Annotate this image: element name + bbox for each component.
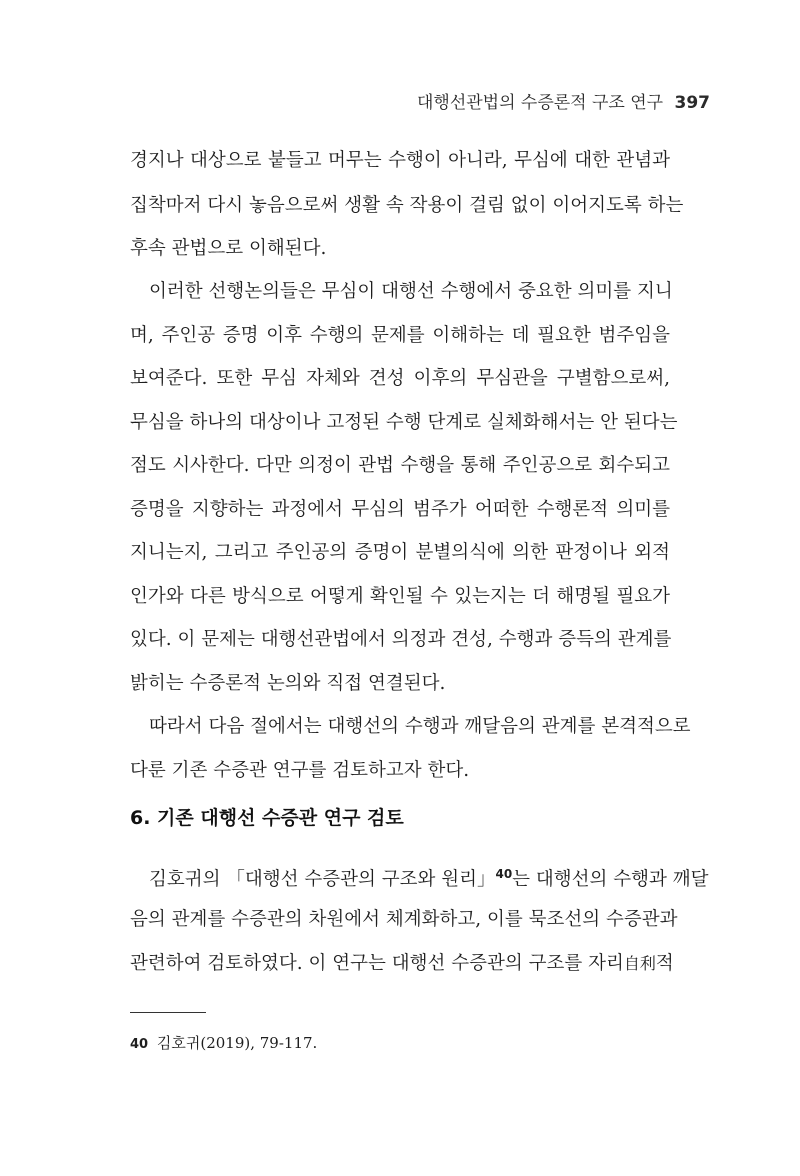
hanja-annotation: 自利 (623, 954, 656, 973)
section-body-line: 음의 관계를 수증관의 차원에서 체계화하고, 이를 묵조선의 수증관과 (130, 909, 678, 930)
section-heading: 6. 기존 대행선 수증관 연구 검토 (130, 807, 404, 829)
body-line: 무심을 하나의 대상이나 고정된 수행 단계로 실체화해서는 안 된다는 (130, 412, 678, 433)
section-body-line (149, 867, 709, 890)
body-line: 점도 시사한다. 다만 의정이 관법 수행을 통해 주인공으로 회수되고 (130, 455, 670, 476)
body-line: 집착마저 다시 놓음으로써 생활 속 작용이 걸림 없이 이어지도록 하는 (130, 195, 684, 216)
footnote-text: 김호귀(2019), 79-117. (156, 1034, 318, 1052)
body-line: 있다. 이 문제는 대행선관법에서 의정과 견성, 수행과 증득의 관계를 (130, 629, 672, 650)
body-line: 지니는지, 그리고 주인공의 증명이 분별의식에 의한 판정이나 외적 (130, 542, 670, 563)
body-line: 따라서 다음 절에서는 대행선의 수행과 깨달음의 관계를 본격적으로 (149, 716, 691, 737)
text-run: 김호귀의 「대행선 수증관의 구조와 원리」 (149, 869, 496, 890)
body-line: 밝히는 수증론적 논의와 직접 연결된다. (130, 673, 446, 694)
section-body-line (130, 953, 674, 974)
body-line: 인가와 다른 방식으로 어떻게 확인될 수 있는지는 더 해명될 필요가 (130, 586, 670, 607)
footnote-number: 40 (130, 1037, 149, 1052)
page-number: 397 (674, 93, 710, 113)
body-line: 증명을 지향하는 과정에서 무심의 범주가 어떠한 수행론적 의미를 (130, 499, 670, 520)
text-run: 적 (655, 953, 674, 974)
body-line: 보여준다. 또한 무심 자체와 견성 이후의 무심관을 구별함으로써, (130, 368, 670, 389)
footnote-reference[interactable]: 40 (495, 867, 513, 881)
body-line: 경지나 대상으로 붙들고 머무는 수행이 아니라, 무심에 대한 관념과 (130, 150, 670, 171)
footnote-divider (130, 1012, 206, 1013)
body-line: 다룬 기존 수증관 연구를 검토하고자 한다. (130, 760, 470, 781)
text-run: 관련하여 검토하였다. 이 연구는 대행선 수증관의 구조를 자리 (130, 953, 624, 974)
footnote (130, 1032, 317, 1053)
body-line: 며, 주인공 증명 이후 수행의 문제를 이해하는 데 필요한 범주임을 (130, 325, 670, 346)
text-run: 는 대행선의 수행과 깨달 (512, 869, 709, 890)
body-line: 이러한 선행논의들은 무심이 대행선 수행에서 중요한 의미를 지니 (149, 281, 673, 302)
running-header (417, 88, 710, 113)
running-title: 대행선관법의 수증론적 구조 연구 (416, 93, 664, 113)
body-line: 후속 관법으로 이해된다. (130, 238, 327, 259)
